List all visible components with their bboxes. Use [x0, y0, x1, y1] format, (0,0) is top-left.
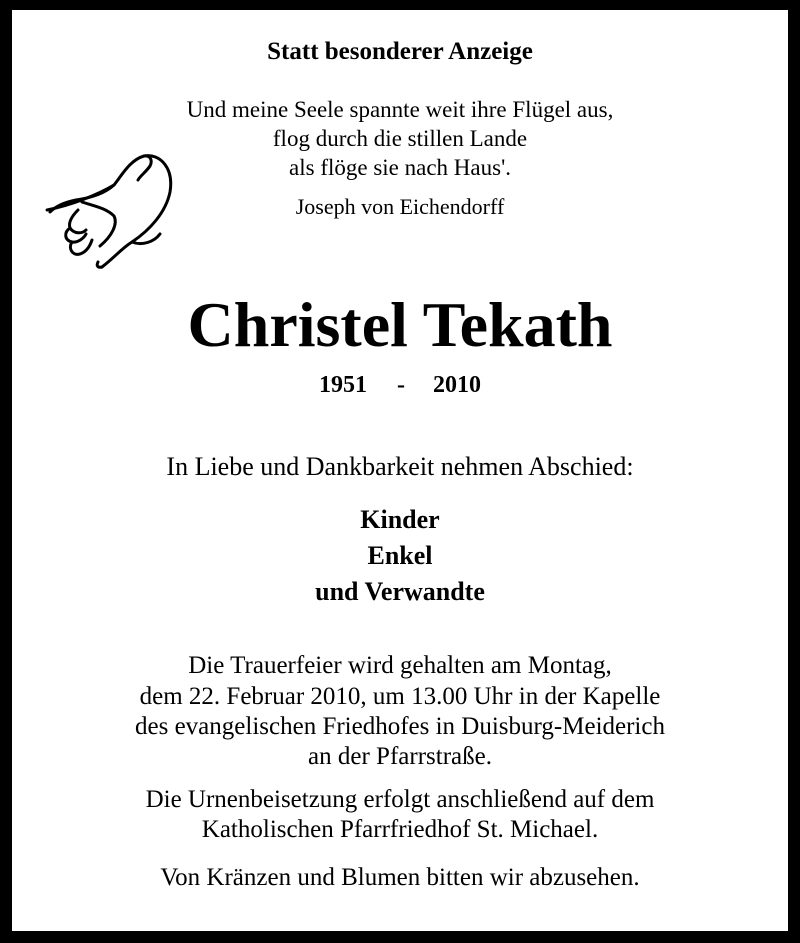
funeral-line-4: an der Pfarrstraße.	[308, 743, 492, 770]
mourner-grandchildren: Enkel	[367, 541, 433, 570]
poem-line-1: Und meine Seele spannte weit ihre Flügel aus,	[186, 97, 614, 122]
farewell-line: In Liebe und Dankbarkeit nehmen Abschied:	[166, 452, 634, 481]
poem-line-2: flog durch die stillen Lande	[272, 126, 528, 151]
mourner-children: Kinder	[360, 505, 440, 534]
birth-year: 1951	[319, 372, 367, 398]
funeral-line-1: Die Trauerfeier wird gehalten am Montag,	[188, 652, 612, 679]
notice-header: Statt besonderer Anzeige	[267, 38, 533, 65]
poem-author: Joseph von Eichendorff	[295, 194, 505, 219]
funeral-line-2: dem 22. Februar 2010, um 13.00 Uhr in der Kapelle	[139, 683, 661, 710]
life-years	[0, 372, 800, 399]
burial-line-2: Katholischen Pfarrfriedhof St. Michael.	[201, 816, 599, 843]
deceased-name: Christel Tekath	[187, 289, 613, 360]
death-year: 2010	[433, 372, 481, 398]
poem-line-3: als flöge sie nach Haus'.	[289, 155, 511, 180]
flowers-note: Von Kränzen und Blumen bitten wir abzusehen.	[160, 864, 640, 891]
funeral-line-3: des evangelischen Friedhofes in Duisburg-Meiderich	[135, 713, 665, 740]
burial-line-1: Die Urnenbeisetzung erfolgt anschließend auf dem	[145, 786, 655, 813]
dove-icon	[42, 150, 187, 272]
year-separator: -	[397, 372, 405, 398]
mourner-relatives: und Verwandte	[315, 577, 485, 606]
